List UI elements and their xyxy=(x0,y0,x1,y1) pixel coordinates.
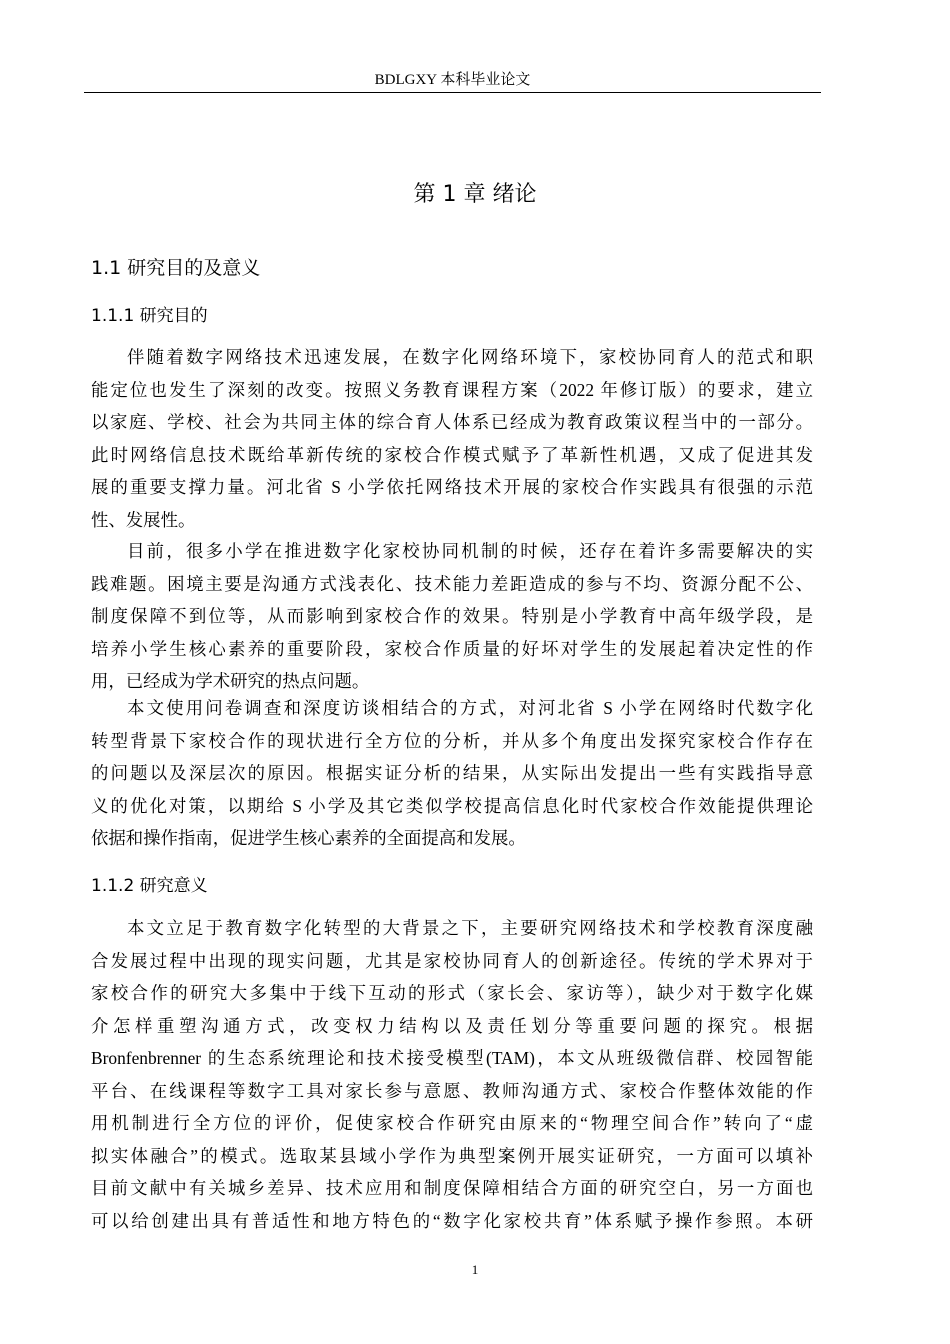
paragraph-significance-1 xyxy=(91,912,813,1237)
paragraph-purpose-1 xyxy=(91,341,813,536)
text-line: 此时网络信息技术既给革新传统的家校合作模式赋予了革新性机遇，又成了促进其发 xyxy=(91,444,813,465)
text-line: 以家庭、学校、社会为共同主体的综合育人体系已经成为教育政策议程当中的一部分。 xyxy=(91,412,813,432)
text-line: 性、发展性。 xyxy=(91,509,196,530)
text-line: 用机制进行全方位的评价，促使家校合作研究由原来的“物理空间合作”转向了“虚 xyxy=(91,1113,813,1133)
text-line: 介怎样重塑沟通方式，改变权力结构以及责任划分等重要问题的探究。根据 xyxy=(91,1015,813,1036)
text-line: 伴随着数字网络技术迅速发展，在数字化网络环境下，家校协同育人的范式和职 xyxy=(127,347,813,367)
page-number: 1 xyxy=(471,1262,479,1277)
text-line: 合发展过程中出现的现实问题，尤其是家校协同育人的创新途径。传统的学术界对于 xyxy=(91,950,813,971)
text-line: 转型背景下家校合作的现状进行全方位的分析，并从多个角度出发探究家校合作存在 xyxy=(91,730,813,751)
text-line: 用，已经成为学术研究的热点问题。 xyxy=(91,671,370,691)
text-line: Bronfenbrenner 的生态系统理论和技术接受模型(TAM)，本文从班级微信群、校园智能 xyxy=(91,1048,813,1068)
text-line: 展的重要支撑力量。河北省 S 小学依托网络技术开展的家校合作实践具有很强的示范 xyxy=(91,477,813,497)
text-line: 制度保障不到位等，从而影响到家校合作的效果。特别是小学教育中高年级学段，是 xyxy=(91,606,813,626)
subsection-heading-significance: 1.1.2 研究意义 xyxy=(91,876,208,896)
text-line: 义的优化对策，以期给 S 小学及其它类似学校提高信息化时代家校合作效能提供理论 xyxy=(91,795,813,816)
text-line: 依据和操作指南，促进学生核心素养的全面提高和发展。 xyxy=(91,828,526,848)
text-line: 平台、在线课程等数字工具对家长参与意愿、教师沟通方式、家校合作整体效能的作 xyxy=(91,1080,813,1101)
chapter-title: 第 1 章 绪论 xyxy=(413,182,537,207)
text-line: 本文立足于教育数字化转型的大背景之下，主要研究网络技术和学校教育深度融 xyxy=(127,918,813,938)
text-line: 目前，很多小学在推进数字化家校协同机制的时候，还存在着许多需要解决的实 xyxy=(127,541,813,561)
paragraph-purpose-3 xyxy=(91,692,813,855)
text-line: 家校合作的研究大多集中于线下互动的形式（家长会、家访等），缺少对于数字化媒 xyxy=(91,983,813,1003)
text-line: 能定位也发生了深刻的改变。按照义务教育课程方案（2022 年修订版）的要求，建立 xyxy=(91,379,813,400)
text-line: 培养小学生核心素养的重要阶段，家校合作质量的好坏对学生的发展起着决定性的作 xyxy=(91,638,813,659)
text-line: 目前文献中有关城乡差异、技术应用和制度保障相结合方面的研究空白，另一方面也 xyxy=(91,1178,813,1198)
text-line: 拟实体融合”的模式。选取某县域小学作为典型案例开展实证研究，一方面可以填补 xyxy=(91,1145,813,1166)
page-header: BDLGXY 本科毕业论文 xyxy=(84,70,821,93)
section-heading: 1.1 研究目的及意义 xyxy=(91,257,261,279)
paragraph-purpose-2 xyxy=(91,535,813,698)
text-line: 践难题。困境主要是沟通方式浅表化、技术能力差距造成的参与不均、资源分配不公、 xyxy=(91,573,813,594)
subsection-heading-purpose: 1.1.1 研究目的 xyxy=(91,306,208,326)
text-line: 可以给创建出具有普适性和地方特色的“数字化家校共育”体系赋予操作参照。本研 xyxy=(91,1210,813,1231)
text-line: 本文使用问卷调查和深度访谈相结合的方式，对河北省 S 小学在网络时代数字化 xyxy=(127,698,813,718)
text-line: 的问题以及深层次的原因。根据实证分析的结果，从实际出发提出一些有实践指导意 xyxy=(91,763,813,783)
